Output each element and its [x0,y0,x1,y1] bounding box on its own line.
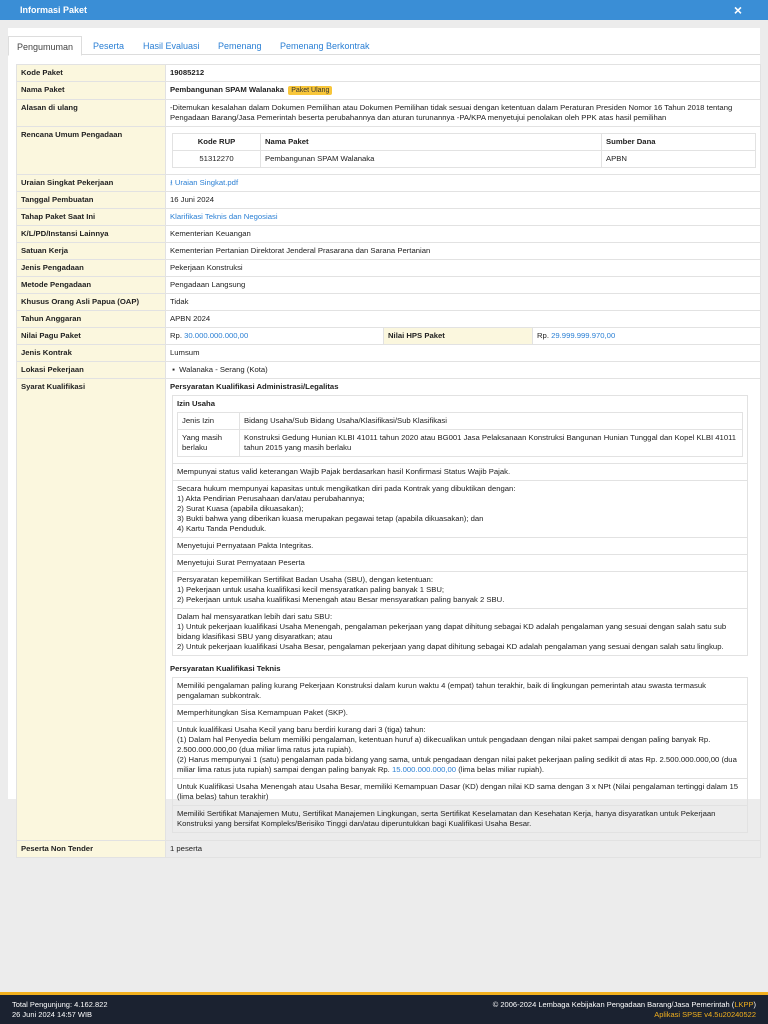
label-syarat: Syarat Kualifikasi [17,379,166,841]
row-non-tender [17,841,761,858]
izin-box [172,395,748,464]
label-tahap: Tahap Paket Saat Ini [17,209,166,226]
rup-cell [166,127,761,175]
row-tanggal [17,192,761,209]
value-tahun: APBN 2024 [166,311,761,328]
rup-table [172,133,756,168]
footer-left [12,1000,108,1020]
rup-header-nama: Nama Paket [261,134,602,151]
teknis-title: Persyaratan Kualifikasi Teknis [170,664,281,673]
teknis-3-amount: 15.000.000.000,00 [391,765,457,774]
tab-peserta[interactable]: Peserta [93,41,125,51]
download-icon[interactable]: ⭳ [170,178,173,187]
value-pagu: 30.000.000.000,00 [184,331,249,340]
value-satker: Kementerian Pertanian Direktorat Jenderal Prasarana dan Sarana Pertanian [166,243,761,260]
footer-right [493,1000,756,1020]
row-oap [17,294,761,311]
label-satker: Satuan Kerja [17,243,166,260]
bullet-icon: ▪ [172,365,175,374]
label-klpd: K/L/PD/Instansi Lainnya [17,226,166,243]
rup-sumber: APBN [602,151,756,168]
admin-item: Menyetujui Surat Pernyataan Peserta [172,554,748,572]
admin-title: Persyaratan Kualifikasi Administrasi/Legalitas [170,382,339,391]
footer [0,992,768,1024]
row-alasan [17,100,761,127]
copyright [493,1000,756,1010]
teknis-item: Memiliki Sertifikat Manajemen Mutu, Sertifikat Manajemen Lingkungan, serta Sertifikat Keselamatan dan Kesehatan Kerja, hanya disyaratkan untuk Pekerjaan Konstruksi yang bersifat Kompleks/Berisiko Tinggi dan/atau diperuntukkan bagi Kualifikasi Usaha Besar. [172,805,748,833]
window-titlebar [0,0,768,20]
pagu-cell [166,328,384,345]
label-tanggal: Tanggal Pembuatan [17,192,166,209]
izin-header-bidang: Bidang Usaha/Sub Bidang Usaha/Klasifikasi/Sub Klasifikasi [240,413,743,430]
tahap-cell [166,209,761,226]
admin-item: Persyaratan kepemilikan Sertifikat Badan Usaha (SBU), dengan ketentuan: 1) Pekerjaan untuk usaha kualifikasi kecil mensyaratkan paling banyak 1 SBU; 2) Pekerjaan untuk usaha kualifikasi Menengah atau Besar mensyaratkan paling banyak 2 SBU. [172,571,748,609]
uraian-cell [166,175,761,192]
row-satker [17,243,761,260]
hps-prefix: Rp. [537,331,552,340]
admin-item: Menyetujui Pernyataan Pakta Integritas. [172,537,748,555]
hps-cell [533,328,761,345]
label-hps: Nilai HPS Paket [384,328,533,345]
izin-table [177,412,743,457]
copyright-text: © 2006-2024 Lembaga Kebijakan Pengadaan Barang/Jasa Pemerintah ( [492,1000,735,1009]
rup-kode: 51312270 [173,151,261,168]
window-title: Informasi Paket [20,5,88,15]
label-kode-paket: Kode Paket [17,65,166,82]
visitor-count: Total Pengunjung: 4.162.822 [12,1000,108,1009]
tab-bar [8,36,760,55]
close-icon[interactable]: × [733,2,742,18]
pagu-prefix: Rp. [170,331,185,340]
admin-item: Mempunyai status valid keterangan Wajib Pajak berdasarkan hasil Konfirmasi Status Wajib Pajak. [172,463,748,481]
row-syarat [17,379,761,841]
row-tahap [17,209,761,226]
label-tahun: Tahun Anggaran [17,311,166,328]
lokasi-cell [166,362,761,379]
row-jenis [17,260,761,277]
izin-bidang: Konstruksi Gedung Hunian KLBI 41011 tahun 2020 atau BG001 Jasa Pelaksanaan Konstruksi Bangunan Hunian Tunggal dan Kopel KLBI 41011 tahun 2015 yang masih berlaku [240,430,743,457]
teknis-item: Untuk Kualifikasi Usaha Menengah atau Usaha Besar, memiliki Kemampuan Dasar (KD) dengan nilai KD sama dengan 3 x NPt (Nilai pengalaman tertinggi dalam 15 (lima belas) tahun terakhir) [172,778,748,806]
label-nama-paket: Nama Paket [17,82,166,100]
value-hps: 29.999.999.970,00 [551,331,616,340]
value-kode-paket: 19085212 [166,65,761,82]
row-nama-paket [17,82,761,100]
izin-header-jenis: Jenis Izin [178,413,240,430]
value-lokasi: Walanaka - Serang (Kota) [179,365,268,374]
status-badge: Paket Ulang [288,86,332,95]
label-oap: Khusus Orang Asli Papua (OAP) [17,294,166,311]
teknis-item-3 [172,721,748,779]
tab-hasil-evaluasi[interactable]: Hasil Evaluasi [143,41,200,51]
teknis-3-text: Untuk kualifikasi Usaha Kecil yang baru berdiri kurang dari 3 (tiga) tahun: (1) Dalam hal Penyedia belum memiliki pengalaman, ketentuan huruf a) dikecualikan untuk pengadaan dengan nilai paket sampai dengan paling banyak Rp. 2.500.000.000,00 (dua miliar lima ratus juta rupiah). (2) Harus mempunyai 1 (satu) pengalaman pada bidang yang sama, untuk pengadaan dengan nilai paket pekerjaan paling sedikit di atas Rp. 2.500.000.000,00 (dua miliar lima ratus juta rupiah) sampai dengan paling banyak Rp. [177,725,737,774]
izin-title: Izin Usaha [177,399,216,408]
row-rup [17,127,761,175]
label-kontrak: Jenis Kontrak [17,345,166,362]
row-kontrak [17,345,761,362]
rup-header-kode: Kode RUP [173,134,261,151]
info-panel [8,28,760,853]
label-metode: Metode Pengadaan [17,277,166,294]
row-kode-paket [17,65,761,82]
row-tahun [17,311,761,328]
nama-paket-cell [166,82,761,100]
label-non-tender: Peserta Non Tender [17,841,166,858]
tab-pemenang[interactable]: Pemenang [218,41,262,51]
label-lokasi: Lokasi Pekerjaan [17,362,166,379]
value-tanggal: 16 Juni 2024 [166,192,761,209]
row-pagu-hps [17,328,761,345]
admin-item: Secara hukum mempunyai kapasitas untuk mengikatkan diri pada Kontrak yang dibuktikan dengan: 1) Akta Pendirian Perusahaan dan/atau perubahannya; 2) Surat Kuasa (apabila dikuasakan); 3) Bukti bahwa yang diberikan kuasa merupakan pegawai tetap (apabila dikuasakan); dan 4) Kartu Tanda Penduduk. [172,480,748,538]
value-kontrak: Lumsum [166,345,761,362]
value-oap: Tidak [166,294,761,311]
row-metode [17,277,761,294]
lkpp-link[interactable]: LKPP [734,1000,754,1009]
label-alasan: Alasan di ulang [17,100,166,127]
footer-datetime: 26 Juni 2024 14:57 WIB [12,1010,93,1019]
syarat-cell [166,379,761,841]
value-metode: Pengadaan Langsung [166,277,761,294]
uraian-pdf-link[interactable]: Uraian Singkat.pdf [174,178,239,187]
value-non-tender: 1 peserta [166,841,761,858]
app-version: Aplikasi SPSE v4.5u20240522 [654,1010,756,1019]
tab-pengumuman[interactable]: Pengumuman [8,36,82,56]
row-lokasi [17,362,761,379]
label-uraian: Uraian Singkat Pekerjaan [17,175,166,192]
value-jenis: Pekerjaan Konstruksi [166,260,761,277]
teknis-item: Memperhitungkan Sisa Kemampuan Paket (SKP). [172,704,748,722]
teknis-item: Memiliki pengalaman paling kurang Pekerjaan Konstruksi dalam kurun waktu 4 (empat) tahun terakhir, baik di lingkungan pemerintah atau swasta termasuk pengalaman subkontrak. [172,677,748,705]
rup-header-sumber: Sumber Dana [602,134,756,151]
admin-item: Dalam hal mensyaratkan lebih dari satu SBU: 1) Untuk pekerjaan kualifikasi Usaha Menengah, pengalaman pekerjaan yang dapat dihitung sebagai KD adalah pengalaman yang sesuai dengan salah satu sub bidang klasifikasi SBU yang disyaratkan; atau 2) Untuk pekerjaan kualifikasi Usaha Besar, pengalaman pekerjaan yang dapat dihitung sebagai KD adalah pengalaman yang sesuai dengan salah satu lingkup. [172,608,748,656]
tab-pemenang-berkontrak[interactable]: Pemenang Berkontrak [280,41,370,51]
label-rup: Rencana Umum Pengadaan [17,127,166,175]
row-klpd [17,226,761,243]
izin-row [178,430,743,457]
teknis-3-suffix: (lima belas miliar rupiah). [456,765,545,774]
izin-jenis: Yang masih berlaku [178,430,240,457]
row-uraian [17,175,761,192]
rup-row [173,151,756,168]
value-nama-paket: Pembangunan SPAM Walanaka [170,85,285,94]
package-info-table [16,64,761,858]
label-jenis: Jenis Pengadaan [17,260,166,277]
tahap-link[interactable]: Klarifikasi Teknis dan Negosiasi [170,212,278,221]
value-klpd: Kementerian Keuangan [166,226,761,243]
value-alasan: -Ditemukan kesalahan dalam Dokumen Pemilihan atau Dokumen Pemilihan tidak sesuai dengan ketentuan dalam Peraturan Presiden Nomor 16 Tahun 2018 tentang Pengadaan Barang/Jasa Pemerintah beserta perubahannya dan aturan turunannya -PA/KPA menyetujui penolakan oleh PPK atas hasil pemilihan [166,100,761,127]
label-pagu: Nilai Pagu Paket [17,328,166,345]
rup-nama: Pembangunan SPAM Walanaka [261,151,602,168]
copyright-close: ) [753,1000,756,1009]
